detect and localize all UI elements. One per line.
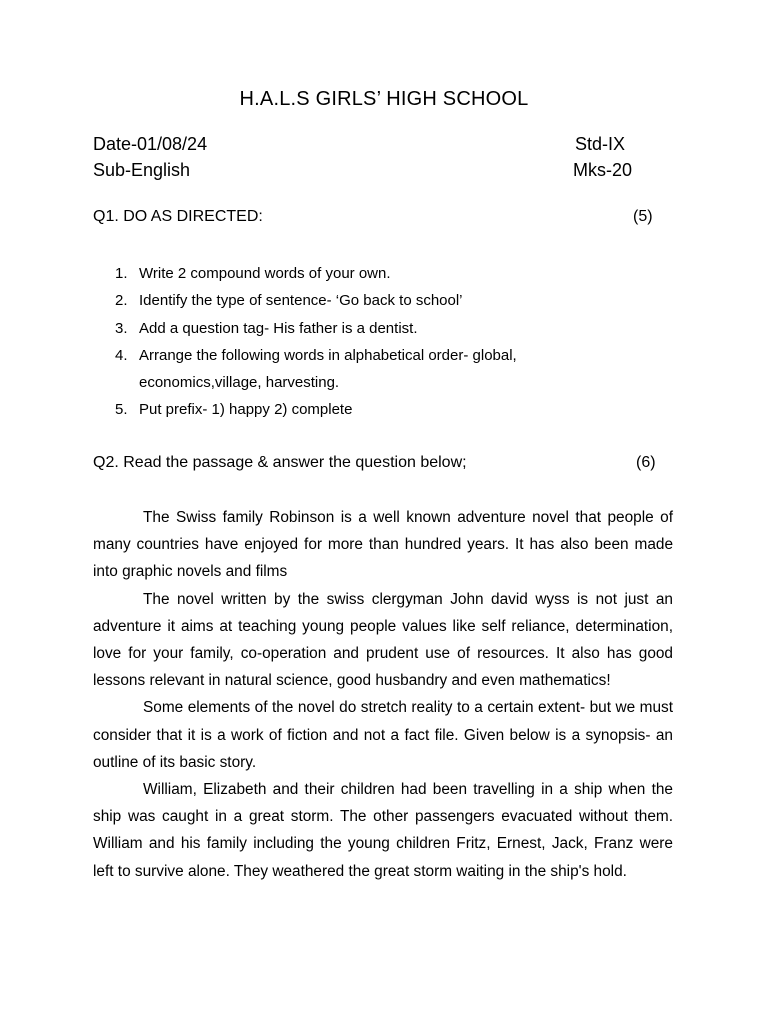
reading-passage <box>93 504 673 885</box>
passage-paragraph-4: William, Elizabeth and their children had been travelling in a ship when the ship was caught in a great storm. The other passengers evacuated without them. William and his family including the young children Fritz, Ernest, Jack, Franz were left to survive alone. They weathered the great storm waiting in the ship's hold. <box>93 781 673 880</box>
subject-name: Sub-English <box>93 160 191 180</box>
item-number: 3. <box>115 319 128 337</box>
q1-item-list <box>93 260 659 424</box>
school-title: H.A.L.S GIRLS’ HIGH SCHOOL <box>239 88 529 110</box>
q1-marks: (5) <box>633 208 653 225</box>
passage-paragraph-1: The Swiss family Robinson is a well known adventure novel that people of many countries have enjoyed for more than hundred years. It has also been made into graphic novels and films <box>93 509 673 581</box>
list-item <box>93 260 659 287</box>
item-text: Arrange the following words in alphabetical order- global, economics,village, harvesting. <box>139 346 517 392</box>
item-text: Identify the type of sentence- ‘Go back to school’ <box>139 292 463 310</box>
total-marks: Mks-20 <box>573 160 633 180</box>
list-item <box>93 396 659 423</box>
item-text: Put prefix- 1) happy 2) complete <box>139 401 353 419</box>
item-text: Write 2 compound words of your own. <box>139 265 391 282</box>
item-number: 1. <box>115 265 128 282</box>
list-item <box>93 315 659 342</box>
item-number: 5. <box>115 401 128 419</box>
class-standard: Std-IX <box>575 134 626 154</box>
item-number: 2. <box>115 292 128 310</box>
list-item <box>93 287 659 314</box>
list-item <box>93 342 579 397</box>
item-number: 4. <box>115 346 128 364</box>
passage-paragraph-2: The novel written by the swiss clergyman John david wyss is not just an adventure it aims at teaching young people values like self reliance, determination, love for your family, co-operation and prudent use of resources. It also has good lessons relevant in natural science, good husbandry and even mathematics! <box>93 590 673 690</box>
passage-paragraph-3: Some elements of the novel do stretch reality to a certain extent- but we must consider that it is a work of fiction and not a fact file. Given below is a synopsis- an outline of its basic story. <box>93 699 673 771</box>
exam-date: Date-01/08/24 <box>93 134 208 154</box>
q1-heading: Q1. DO AS DIRECTED: <box>93 208 263 225</box>
q1-heading-row <box>93 208 663 226</box>
q2-marks: (6) <box>636 454 656 471</box>
q2-heading-row <box>93 454 663 472</box>
item-text: Add a question tag- His father is a dentist. <box>139 319 418 337</box>
q2-heading: Q2. Read the passage & answer the question below; <box>93 454 467 471</box>
